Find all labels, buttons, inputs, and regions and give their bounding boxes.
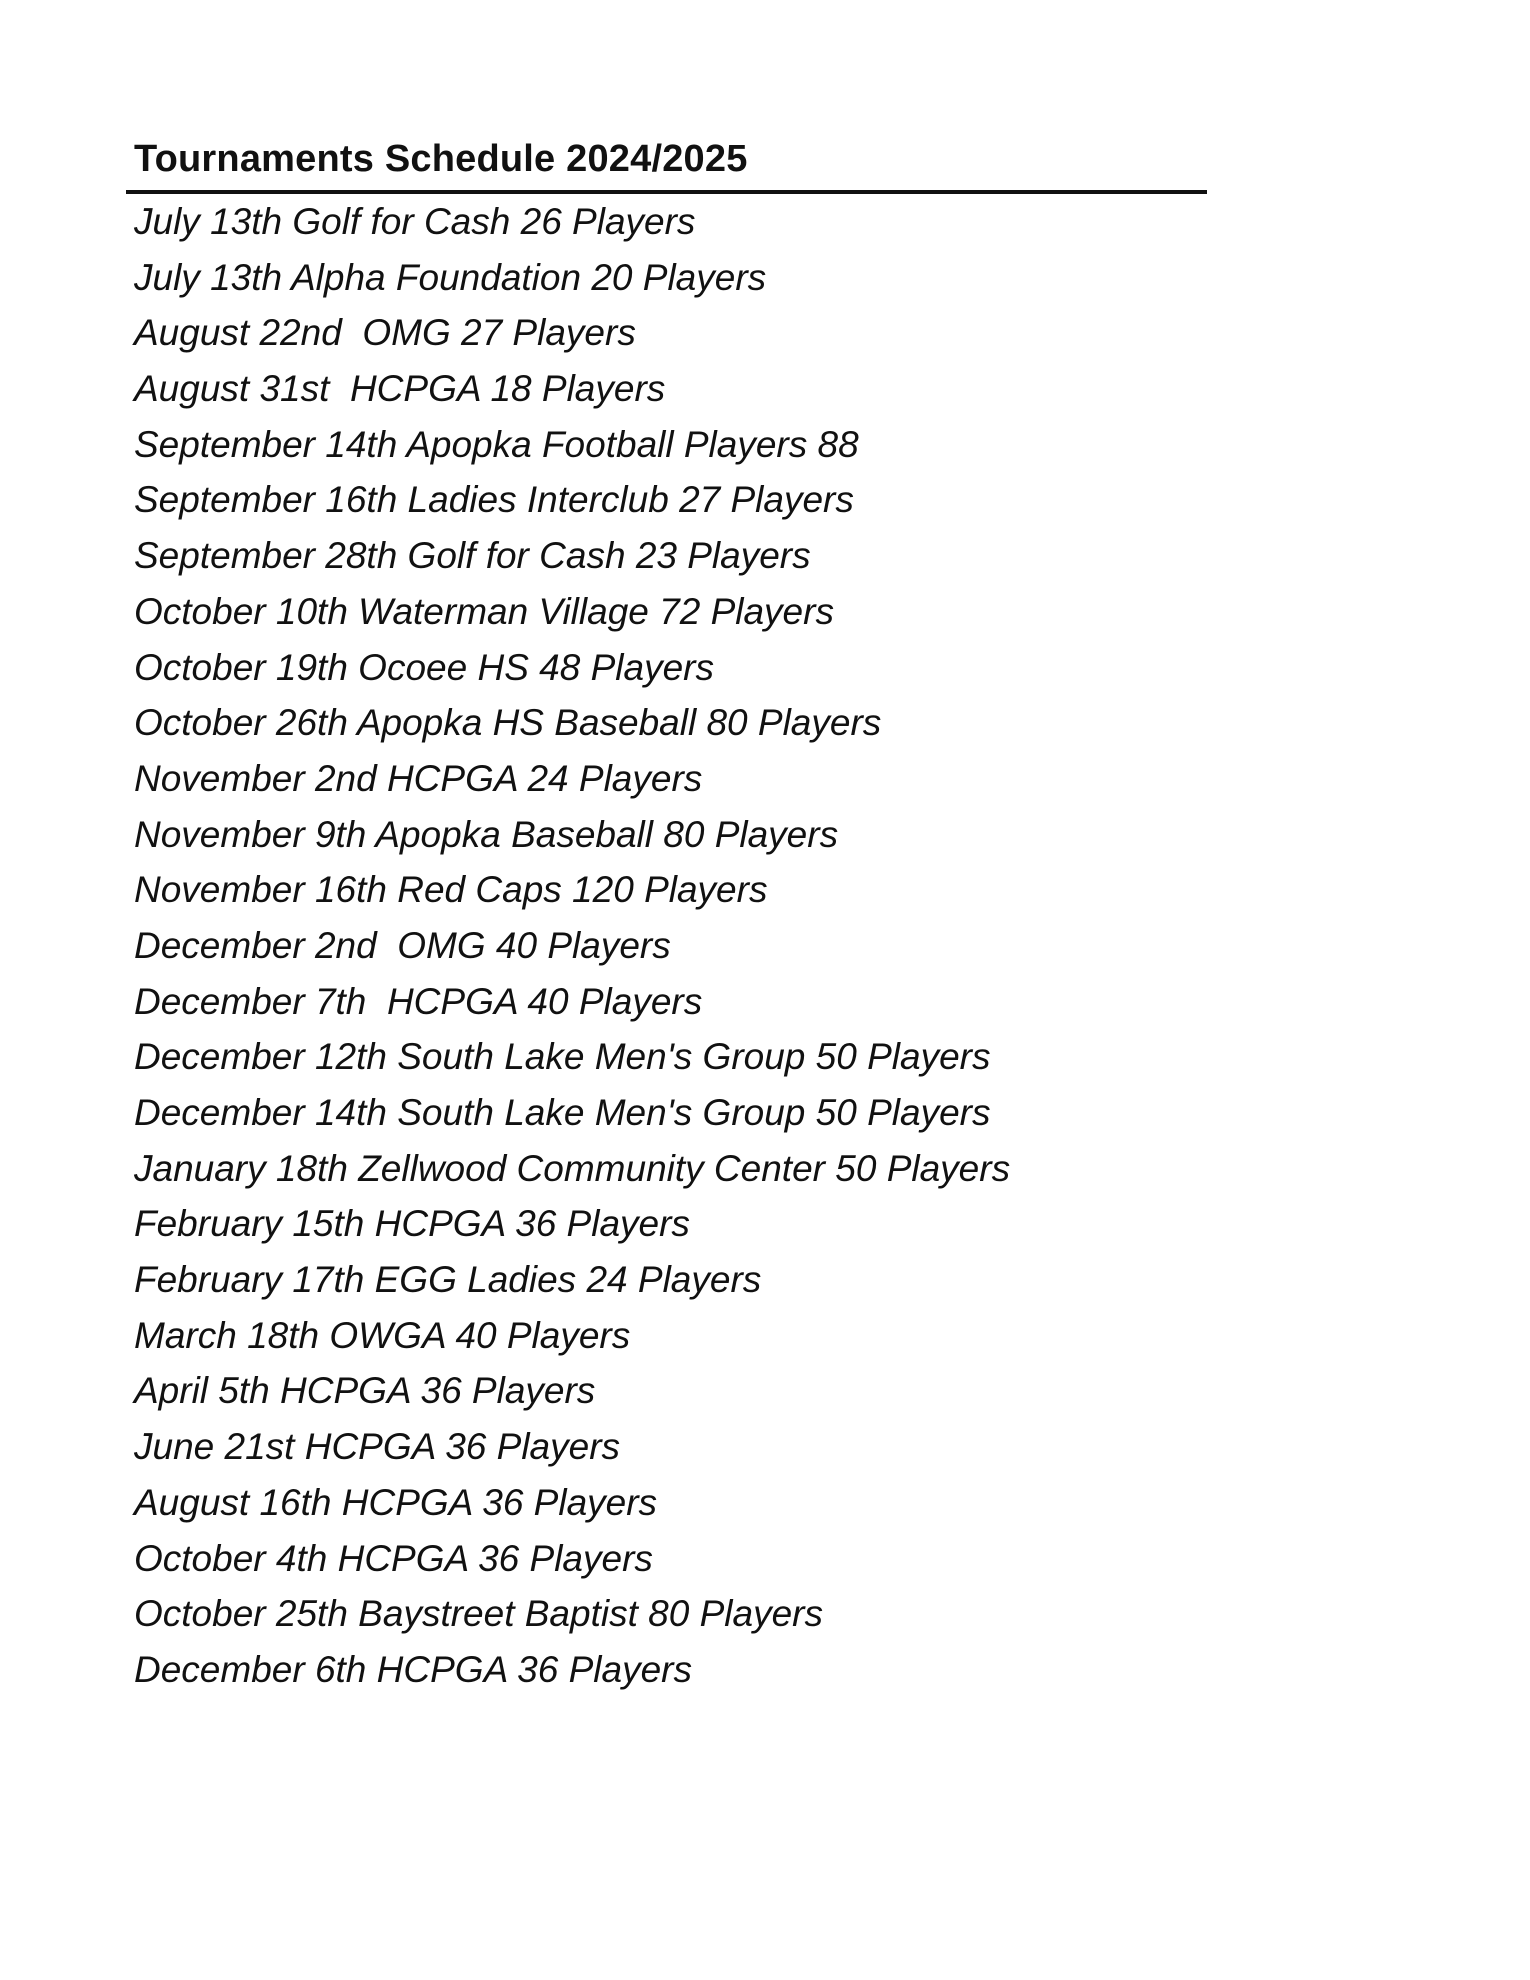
tournament-entry: December 7th HCPGA 40 Players	[134, 980, 703, 1022]
tournament-entry: September 14th Apopka Football Players 88	[134, 423, 859, 465]
tournament-entry: June 21st HCPGA 36 Players	[134, 1426, 621, 1468]
page-title: Tournaments Schedule 2024/2025	[134, 138, 748, 180]
tournament-entry: September 28th Golf for Cash 23 Players	[134, 535, 811, 577]
tournament-entry: December 14th South Lake Men's Group 50 Players	[134, 1092, 991, 1133]
tournament-entry: September 16th Ladies Interclub 27 Players	[134, 479, 854, 521]
tournament-entry: August 31st HCPGA 18 Players	[134, 368, 666, 410]
tournament-entry: October 26th Apopka HS Baseball 80 Players	[134, 702, 882, 744]
tournament-entry: July 13th Golf for Cash 26 Players	[134, 201, 696, 242]
tournament-entry: October 25th Baystreet Baptist 80 Players	[134, 1593, 823, 1635]
tournament-entry: October 10th Waterman Village 72 Players	[134, 590, 834, 632]
tournament-entry: August 16th HCPGA 36 Players	[134, 1481, 658, 1523]
tournament-entry: October 4th HCPGA 36 Players	[134, 1537, 653, 1579]
tournament-entry: March 18th OWGA 40 Players	[134, 1314, 631, 1356]
tournament-list	[134, 194, 1010, 1698]
tournament-entry: November 2nd HCPGA 24 Players	[134, 757, 703, 799]
tournament-entry: February 15th HCPGA 36 Players	[134, 1203, 690, 1245]
tournament-entry: December 12th South Lake Men's Group 50 Players	[134, 1036, 991, 1078]
tournament-entry: January 18th Zellwood Community Center 50 Players	[134, 1147, 1011, 1189]
tournament-entry: August 22nd OMG 27 Players	[134, 312, 636, 354]
tournament-entry: November 16th Red Caps 120 Players	[134, 869, 768, 911]
tournament-entry: December 6th HCPGA 36 Players	[134, 1648, 692, 1690]
tournament-entry: July 13th Alpha Foundation 20 Players	[134, 256, 767, 298]
tournament-entry: December 2nd OMG 40 Players	[134, 924, 671, 966]
tournament-entry: October 19th Ocoee HS 48 Players	[134, 646, 714, 688]
tournament-entry: February 17th EGG Ladies 24 Players	[134, 1259, 762, 1301]
tournament-entry: April 5th HCPGA 36 Players	[134, 1370, 596, 1412]
tournament-entry: November 9th Apopka Baseball 80 Players	[134, 813, 839, 855]
